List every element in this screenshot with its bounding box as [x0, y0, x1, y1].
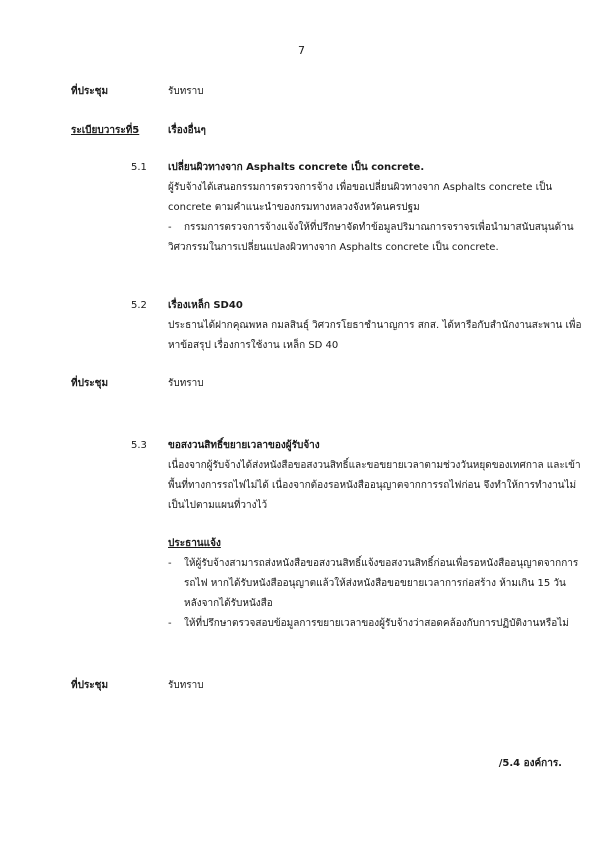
bullet-dash: - [168, 558, 172, 569]
page-number: 7 [298, 44, 305, 57]
item-number: 5.1 [131, 162, 147, 173]
resolution-label: ที่ประชุม [71, 680, 109, 691]
resolution-label: ที่ประชุม [71, 86, 109, 97]
paragraph-line: เป็นไปตามแผนที่วางไว้ [168, 500, 268, 511]
resolution-label: ที่ประชุม [71, 378, 109, 389]
paragraph-line: ให้ผู้รับจ้างสามารถส่งหนังสือขอสงวนสิทธิ์แจ้งขอสงวนสิทธิ์ก่อนเพื่อรอหนังสืออนุญาตจากการ [184, 558, 579, 569]
item-title: ขอสงวนสิทธิ์ขยายเวลาของผู้รับจ้าง [168, 440, 320, 451]
bullet-dash: - [168, 618, 172, 629]
paragraph-line: หาข้อสรุป เรื่องการใช้งาน เหล็ก SD 40 [168, 340, 339, 351]
paragraph-line: เนื่องจากผู้รับจ้างได้ส่งหนังสือขอสงวนสิทธิ์และขอขยายเวลาตามช่วงวันหยุดของเทศกาล และเข้า [168, 460, 581, 471]
paragraph-line: concrete ตามคำแนะนำของกรมทางหลวงจังหวัดนครปฐม [168, 202, 420, 213]
paragraph-line: วิศวกรรมในการเปลี่ยนแปลงผิวทางจาก Asphalts concrete เป็น concrete. [168, 242, 499, 253]
bullet-dash: - [168, 222, 172, 233]
agenda-title: เรื่องอื่นๆ [168, 125, 206, 136]
agenda-label: ระเบียบวาระที่5 [71, 125, 140, 136]
paragraph-line: รถไฟ หากได้รับหนังสืออนุญาตแล้วให้ส่งหนังสือขอขยายเวลาการก่อสร้าง ห้ามเกิน 15 วัน [184, 578, 566, 589]
paragraph-line: ให้ที่ปรึกษาตรวจสอบข้อมูลการขยายเวลาของผู้รับจ้างว่าสอดคล้องกับการปฏิบัติงานหรือไม่ [184, 618, 569, 629]
paragraph-line: พื้นที่ทางการรถไฟไม่ได้ เนื่องจากต้องรอหนังสืออนุญาตจากการรถไฟก่อน จึงทำให้การทำงานไม่ [168, 480, 577, 491]
paragraph-line: ประธานได้ฝากคุณพหล กมลสินธุ์ วิศวกรโยธาชำนาญการ สกส. ได้หารือกับสำนักงานสะพาน เพื่อ [168, 320, 582, 331]
paragraph-line: ผู้รับจ้างได้เสนอกรรมการตรวจการจ้าง เพื่อขอเปลี่ยนผิวทางจาก Asphalts concrete เป็น [168, 182, 553, 193]
continuation-note: /5.4 องค์การ. [498, 758, 562, 769]
item-title: เรื่องเหล็ก SD40 [168, 300, 243, 311]
item-number: 5.3 [131, 440, 147, 451]
resolution-value: รับทราบ [168, 86, 204, 97]
paragraph-line: หลังจากได้รับหนังสือ [184, 598, 273, 609]
paragraph-line: กรรมการตรวจการจ้างแจ้งให้ที่ปรึกษาจัดทำข้อมูลปริมาณการจราจรเพื่อนำมาสนับสนุนด้าน [184, 222, 574, 233]
subheading: ประธานแจ้ง [168, 538, 221, 549]
item-number: 5.2 [131, 300, 147, 311]
resolution-value: รับทราบ [168, 378, 204, 389]
resolution-value: รับทราบ [168, 680, 204, 691]
item-title: เปลี่ยนผิวทางจาก Asphalts concrete เป็น concrete. [168, 162, 425, 173]
